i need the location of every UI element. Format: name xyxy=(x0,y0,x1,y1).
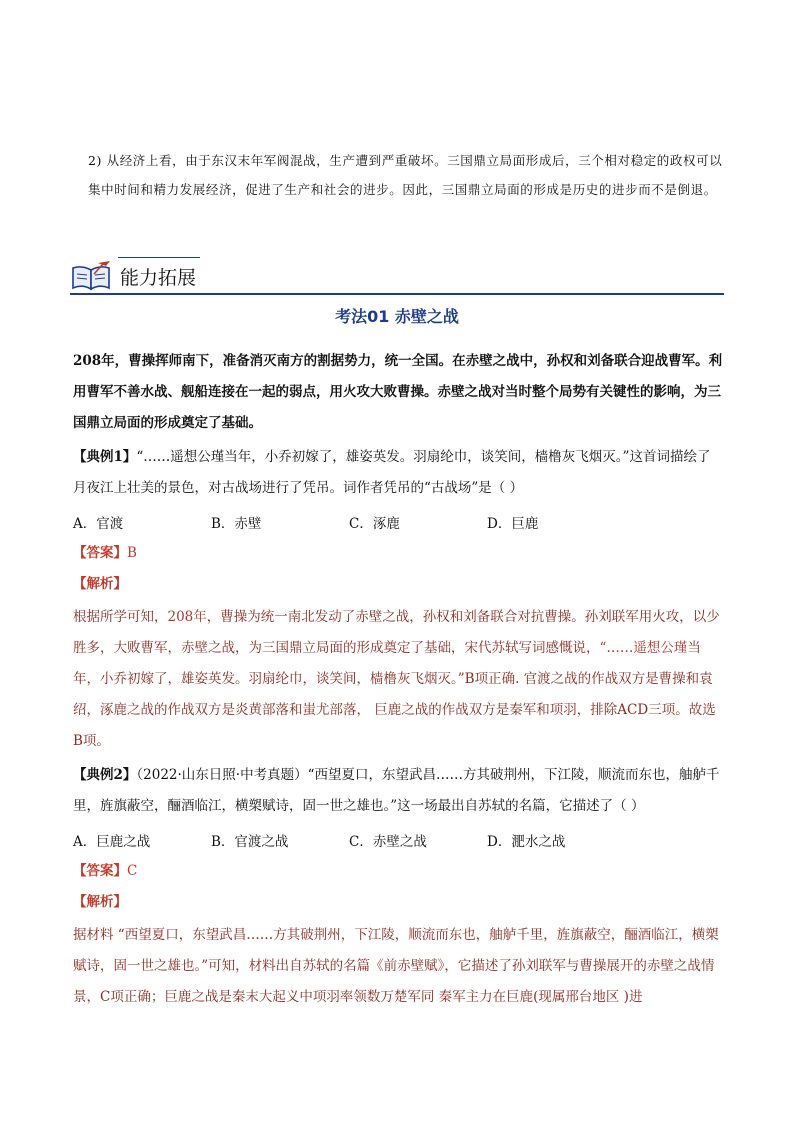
background-paragraph: 208年，曹操挥师南下，准备消灭南方的割据势力，统一全国。在赤壁之战中，孙权和刘备联合迎战曹军。利用曹军不善水战、舰船连接在一起的弱点，用火攻大败曹操。赤壁之战对当时整个局势有关键性的影响，为三国鼎立局面的形成奠定了基础。 xyxy=(73,353,723,431)
example1-answer xyxy=(73,543,137,563)
example1-tag: 【典例1】 xyxy=(73,449,137,465)
example1-answer-value: B xyxy=(127,545,137,561)
section-rule-bottom xyxy=(70,293,724,295)
example1-option-c: C．涿鹿 xyxy=(349,516,400,532)
example2-question-text: （2022·山东日照·中考真题）“西望夏口，东望武昌……方其破荆州，下江陵，顺流而东也，舳舻千里，旌旗蔽空，酾酒临江，横槊赋诗，固一世之雄也。”这一场最出自苏轼的名篇，它描述了（ ） xyxy=(73,767,720,814)
example2-question xyxy=(73,760,723,822)
example1-option-d: D．巨鹿 xyxy=(487,516,539,532)
example2-analysis: 据材料 “西望夏口，东望武昌……方其破荆州，下江陵，顺流而东也，舳舻千里，旌旗蔽空，酾酒临江，横槊赋诗，固一世之雄也。”可知，材料出自苏轼的名篇《前赤壁赋》，它描述了孙刘联军与曹操展开的赤壁之战情景，C项正确；巨鹿之战是秦末大起义中项羽率领数万楚军同 秦军主力在巨鹿(现属邢台地区 )进 xyxy=(73,927,719,1005)
example1-analysis-year: 208年 xyxy=(167,609,207,625)
example1-option-a: A．官渡 xyxy=(73,516,124,532)
example1-analysis-part-c: 当年，小乔初嫁了，雄姿英发。羽扇纶巾，谈笑间，樯橹灰飞烟灭。”B项正确. 官渡之战的作战双方是曹操和袁绍，涿鹿之战的作战双方是炎黄部落和蚩尤部落， 巨鹿之战的作战双方是秦军和项羽，排除ACD三项。故选B项。 xyxy=(73,640,716,749)
section-rule-top xyxy=(118,257,200,258)
example1-analysis-part-b: ，曹操为统一南北发动了赤壁之战，孙权和刘备联合对抗曹操。孙刘联军用火攻，以少胜多，大败曹军，赤壁之战，为三国鼎立局面的形成奠定了基础，宋代苏轼写词感慨说， xyxy=(73,609,720,656)
example1-analysis-part-a: 根据所学可知， xyxy=(73,609,168,625)
intro-paragraph: 2) 从经济上看，由于东汉末年军阀混战，生产遭到严重破坏。三国鼎立局面形成后，三个相对稳定的政权可以集中时间和精力发展经济，促进了生产和社会的进步。因此，三国鼎立局面的形成是历史的进步而不是倒退。 xyxy=(88,153,723,197)
example2-answer-value: C xyxy=(127,863,138,879)
section-title: 能力拓展 xyxy=(120,267,197,289)
example1-analysis-label: 【解析】 xyxy=(73,576,127,592)
example1-analysis-quote: “……遥想公瑾 xyxy=(599,640,688,656)
example1-question-text: “……遥想公瑾当年，小乔初嫁了，雄姿英发。羽扇纶巾，谈笑间，樯橹灰飞烟灭。”这首词描绘了月夜江上壮美的景色，对古战场进行了凭吊。词作者凭吊的“古战场”是（ ） xyxy=(73,449,711,496)
example2-analysis-tag xyxy=(73,892,127,912)
example2-option-c: C．赤壁之战 xyxy=(349,834,427,850)
example1-analysis-tag xyxy=(73,574,127,594)
section-header xyxy=(70,255,724,297)
book-icon xyxy=(70,260,114,292)
example2-analysis-label: 【解析】 xyxy=(73,894,127,910)
topic-title: 考法01 赤壁之战 xyxy=(335,307,459,326)
example2-answer-tag: 【答案】 xyxy=(73,863,127,879)
example2-option-a: A．巨鹿之战 xyxy=(73,834,151,850)
example2-tag: 【典例2】 xyxy=(73,767,137,783)
example2-option-b: B．官渡之战 xyxy=(211,834,289,850)
example2-option-d: D．淝水之战 xyxy=(487,834,566,850)
example1-answer-tag: 【答案】 xyxy=(73,545,127,561)
example1-option-b: B．赤壁 xyxy=(211,516,262,532)
example1-question xyxy=(73,442,723,504)
example2-answer xyxy=(73,861,137,881)
example1-analysis xyxy=(73,602,723,757)
